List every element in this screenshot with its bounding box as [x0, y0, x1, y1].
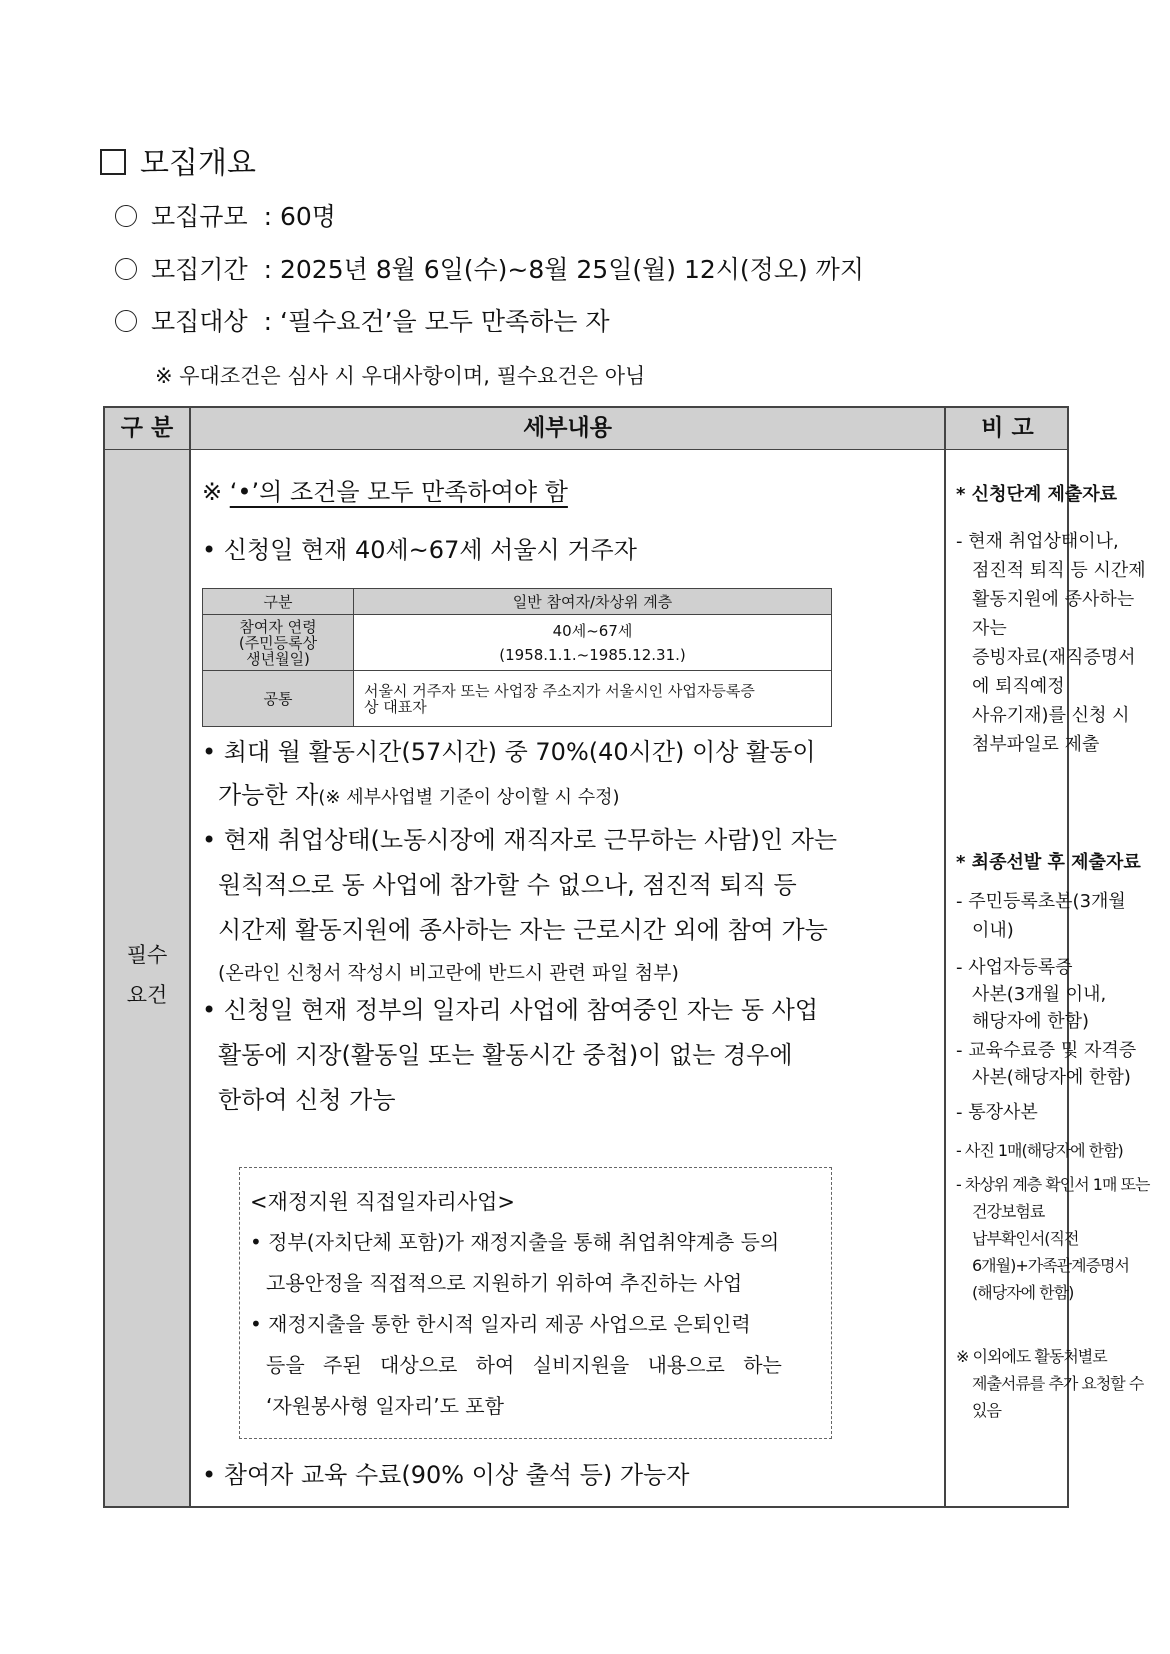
box-title: <재정지원 직접일자리사업>	[250, 1190, 516, 1214]
remarks-line: 6개월)+가족관계증명서	[972, 1256, 1129, 1275]
intro-condition: ※ ‘•’의 조건을 모두 만족하여야 함	[202, 478, 568, 506]
preference-note: ※ 우대조건은 심사 시 우대사항이며, 필수요건은 아님	[155, 364, 646, 388]
remarks-footnote: 있음	[972, 1401, 1001, 1420]
remarks-line: 증빙자료(재직증명서	[972, 647, 1136, 668]
inner-row-age-value: 40세~67세 (1958.1.1.~1985.12.31.)	[354, 615, 832, 671]
age-criteria-table	[202, 588, 832, 727]
remarks-line: 자는	[972, 618, 1007, 639]
remarks-line: 이내)	[972, 920, 1014, 941]
remarks-line: 납부확인서(직전	[972, 1229, 1079, 1248]
row-label-cell	[105, 450, 189, 1506]
bullet-activity-hours: • 최대 월 활동시간(57시간) 중 70%(40시간) 이상 활동이	[202, 738, 816, 766]
circle-bullet-icon	[115, 258, 137, 280]
bullet-age-residence: • 신청일 현재 40세~67세 서울시 거주자	[202, 536, 637, 564]
overview-item-period: 모집기간 : 2025년 8월 6일(수)~8월 25일(월) 12시(정오) 까지	[115, 250, 864, 286]
bullet-activity-hours-cont: 가능한 자(※ 세부사업별 기준이 상이할 시 수정)	[218, 781, 620, 809]
remarks-line: - 통장사본	[956, 1102, 1038, 1123]
remarks-footnote: ※ 이외에도 활동처별로	[956, 1347, 1107, 1366]
divider	[944, 408, 946, 1506]
bullet-employment: • 현재 취업상태(노동시장에 재직자로 근무하는 사람)인 자는	[202, 826, 838, 854]
circle-bullet-icon	[115, 205, 137, 227]
square-bullet-icon	[100, 149, 126, 175]
bullet-government-job: • 신청일 현재 정부의 일자리 사업에 참여중인 자는 동 사업	[202, 996, 819, 1024]
inner-header-group: 일반 참여자/차상위 계층	[354, 589, 832, 615]
remarks-line: (해당자에 한함)	[972, 1283, 1074, 1302]
remarks-line: 첨부파일로 제출	[972, 734, 1100, 755]
header-details: 세부내용	[523, 415, 612, 441]
bullet-employment-note: (온라인 신청서 작성시 비고란에 반드시 관련 파일 첨부)	[218, 962, 679, 984]
remarks-line: 사유기재)를 신청 시	[972, 705, 1130, 726]
remarks-line: 사본(3개월 이내,	[972, 984, 1107, 1005]
header-remarks: 비 고	[981, 415, 1034, 441]
circle-bullet-icon	[115, 310, 137, 332]
remarks-line: - 사업자등록증	[956, 957, 1073, 978]
row-label: 필수 요건	[126, 943, 168, 1007]
remarks-line: - 사진 1매(해당자에 한함)	[956, 1141, 1123, 1160]
inner-row-common-value: 서울시 거주자 또는 사업장 주소지가 서울시인 사업자등록증 상 대표자	[354, 671, 832, 727]
remarks-line: 사본(해당자에 한함)	[972, 1067, 1131, 1088]
inner-header-category: 구분	[203, 589, 354, 615]
overview-item-scale: 모집규모 : 60명	[115, 197, 336, 233]
inner-row-age-label: 참여자 연령 (주민등록상 생년월일)	[203, 615, 354, 671]
remarks-line: 활동지원에 종사하는	[972, 589, 1135, 610]
section-title: 모집개요	[100, 138, 256, 182]
overview-item-target: 모집대상 : ‘필수요건’을 모두 만족하는 자	[115, 302, 610, 338]
remarks-line: - 교육수료증 및 자격증	[956, 1040, 1137, 1061]
box-line: ‘자원봉사형 일자리’도 포함	[266, 1394, 504, 1418]
inner-row-common-label: 공통	[203, 671, 354, 727]
remarks-line: - 차상위 계층 확인서 1매 또는	[956, 1175, 1150, 1194]
header-category: 구 분	[120, 415, 174, 441]
remarks-line: 건강보험료	[972, 1202, 1045, 1221]
remarks-stage2-title: * 최종선발 후 제출자료	[956, 852, 1141, 873]
bullet-employment-line2: 원칙적으로 동 사업에 참가할 수 없으나, 점진적 퇴직 등	[218, 871, 797, 899]
remarks-line: 해당자에 한함)	[972, 1011, 1090, 1032]
box-line: • 재정지출을 통한 한시적 일자리 제공 사업으로 은퇴인력	[250, 1312, 751, 1336]
remarks-line: 점진적 퇴직 등 시간제	[972, 560, 1146, 581]
remarks-footnote: 제출서류를 추가 요청할 수	[972, 1374, 1144, 1393]
direct-job-definition-box	[239, 1167, 832, 1439]
bullet-employment-line3: 시간제 활동지원에 종사하는 자는 근로시간 외에 참여 가능	[218, 916, 828, 944]
box-line: 등을 주된 대상으로 하여 실비지원을 내용으로 하는	[266, 1353, 782, 1377]
bullet-government-job-line3: 한하여 신청 가능	[218, 1086, 396, 1114]
table-header	[105, 408, 1067, 450]
remarks-stage1-title: * 신청단계 제출자료	[956, 484, 1118, 505]
box-line: 고용안정을 직접적으로 지원하기 위하여 추진하는 사업	[266, 1271, 743, 1295]
box-line: • 정부(자치단체 포함)가 재정지출을 통해 취업취약계층 등의	[250, 1230, 780, 1254]
remarks-line: - 현재 취업상태이나,	[956, 531, 1119, 552]
requirements-table	[103, 406, 1150, 1508]
remarks-line: - 주민등록초본(3개월	[956, 891, 1126, 912]
bullet-education: • 참여자 교육 수료(90% 이상 출석 등) 가능자	[202, 1461, 690, 1489]
bullet-government-job-line2: 활동에 지장(활동일 또는 활동시간 중첩)이 없는 경우에	[218, 1041, 793, 1069]
divider	[189, 408, 191, 1506]
remarks-line: 에 퇴직예정	[972, 676, 1065, 697]
